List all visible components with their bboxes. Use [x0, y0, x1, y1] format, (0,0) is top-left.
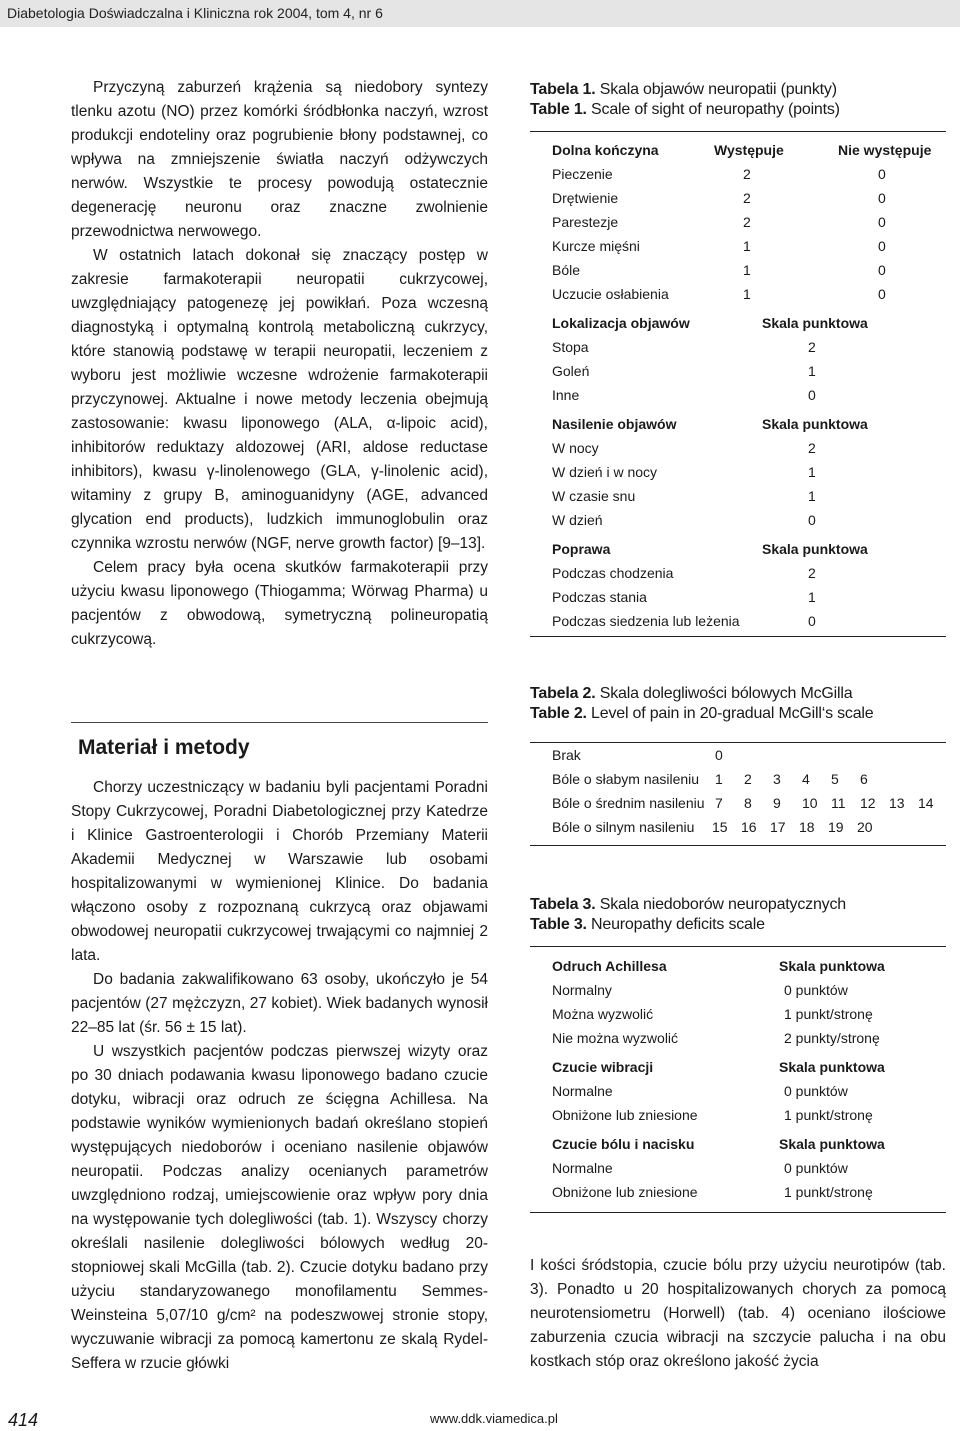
table-cell-value: 2 — [743, 214, 751, 230]
table-cell-value: 13 — [889, 795, 905, 811]
caption-label: Table 1. — [530, 101, 587, 118]
table3-bottom-rule — [530, 1212, 946, 1213]
header-cell: Czucie bólu i nacisku — [552, 1136, 695, 1152]
table-cell-value: 0 — [878, 166, 886, 182]
caption-label: Table 2. — [530, 705, 587, 722]
footer-url[interactable]: www.ddk.viamedica.pl — [430, 1411, 558, 1426]
table2-top-rule — [530, 742, 946, 743]
table-cell-value: 2 — [743, 190, 751, 206]
table-cell-label: Bóle o silnym nasileniu — [552, 819, 695, 835]
table1-caption — [530, 80, 946, 120]
table-cell-label: Drętwienie — [552, 190, 619, 206]
table-cell-value: 1 — [743, 262, 751, 278]
header-cell: Odruch Achillesa — [552, 958, 667, 974]
section-divider — [71, 722, 488, 723]
table-cell-value: 2 — [808, 339, 816, 355]
table-cell-value: 0 punktów — [784, 982, 848, 998]
table-cell-label: Pieczenie — [552, 166, 613, 182]
table-cell-label: Normalne — [552, 1160, 613, 1176]
table3-top-rule — [530, 946, 946, 947]
table-cell-value: 0 — [808, 387, 816, 403]
table-cell-label: Brak — [552, 747, 581, 763]
table-cell-label: Podczas siedzenia lub leżenia — [552, 613, 740, 629]
table-cell-label: Obniżone lub zniesione — [552, 1107, 698, 1123]
table-cell-value: 0 — [808, 512, 816, 528]
table-cell-value: 0 — [878, 238, 886, 254]
page-number: 414 — [8, 1410, 39, 1430]
table-cell-value: 2 punkty/stronę — [784, 1030, 880, 1046]
table1-bottom-rule — [530, 636, 946, 637]
caption-text: Level of pain in 20-gradual McGill‘s scale — [591, 705, 874, 722]
table-cell-value: 0 punktów — [784, 1160, 848, 1176]
table-cell-value: 1 — [808, 589, 816, 605]
header-cell: Skala punktowa — [762, 541, 868, 557]
table-cell-label: W dzień — [552, 512, 603, 528]
table-cell-label: Podczas chodzenia — [552, 565, 674, 581]
right-column-text — [530, 1254, 946, 1374]
header-cell: Skala punktowa — [762, 315, 868, 331]
caption-label: Tabela 2. — [530, 685, 596, 702]
table-cell-value: 18 — [799, 819, 815, 835]
intro-column — [71, 76, 488, 652]
paragraph: Celem pracy była ocena skutków farmakoterapii przy użyciu kwasu liponowego (Thiogamma; Wörwag Pharma) u pacjentów z obwodową, symetryczną polineuropatią cukrzycową. — [71, 559, 488, 648]
table-cell-value: 1 — [808, 488, 816, 504]
table-cell-label: Można wyzwolić — [552, 1006, 654, 1022]
table-cell-value: 14 — [918, 795, 934, 811]
table-cell-value: 20 — [857, 819, 873, 835]
table-cell-label: W nocy — [552, 440, 599, 456]
table-cell-value: 0 — [878, 286, 886, 302]
table-cell-label: Normalny — [552, 982, 612, 998]
table-cell-label: Normalne — [552, 1083, 613, 1099]
paragraph: W ostatnich latach dokonał się znaczący postęp w zakresie farmakoterapii neuropatii cukrzycowej, uwzględniający patogenezę jej powikłań. Poza wczesną diagnostyką i optymalną kontrolą metaboliczną cukrzycy, które stanowią podstawę w terapii neuropatii, leczeniem z wyboru jest możliwie wczesne wdrożenie farmakoterapii przyczynowej. Aktualne i nowe metody leczenia obejmują zastosowanie: kwasu liponowego (ALA, α-lipoic acid), inhibitorów reduktazy aldozowej (ARI, aldose reductase inhibitors), kwasu γ-linolenowego (GLA, γ-linolenic acid), witaminy z grupy B, aminoguanidyny (AGE, advanced glycation end products), ludzkich immunoglobulin oraz czynnika wzrostu nerwów (NGF, nerve growth factor) [9–13]. — [71, 247, 488, 552]
table-cell-label: Uczucie osłabienia — [552, 286, 669, 302]
table-cell-value: 1 — [715, 771, 723, 787]
table-cell-value: 2 — [808, 440, 816, 456]
table-cell-value: 0 punktów — [784, 1083, 848, 1099]
paragraph: Chorzy uczestniczący w badaniu byli pacjentami Poradni Stopy Cukrzycowej, Poradni Diabetologicznej przy Katedrze i Klinice Gastroenterologii i Chorób Przemiany Materii Akademii Medycznej w Warszawie lub osobami hospitalizowanymi w wymienionej Klinice. Do badania włączono osoby z rozpoznaną cukrzycą oraz objawami obwodowej neuropatii cukrzycowej trwającymi co najmniej 2 lata. — [71, 779, 488, 964]
header-cell: Lokalizacja objawów — [552, 315, 690, 331]
table-cell-value: 2 — [743, 166, 751, 182]
table-cell-value: 11 — [831, 795, 846, 811]
section-title: Materiał i metody — [78, 736, 250, 759]
header-cell: Skala punktowa — [779, 1136, 885, 1152]
header-cell: Skala punktowa — [779, 958, 885, 974]
paragraph: U wszystkich pacjentów podczas pierwszej wizyty oraz po 30 dniach podawania kwasu liponowego badano czucie dotyku, wibracji oraz odruch ze ścięgna Achillesa. Na podstawie wyników wymienionych badań określano stopień występujących niedoborów i oceniano nasilenie objawów neuropatii. Podczas analizy ocenianych parametrów uwzględniono rodzaj, umiejscowienie oraz wpływ pory dnia na występowanie tych dolegliwości (tab. 1). Wszyscy chorzy określali nasilenie dolegliwości bólowych według 20-stopniowej skali McGilla (tab. 2). Czucie dotyku badano przy użyciu standaryzowanego monofilamentu Semmes-Weinsteina 5,07/10 g/cm² na podeszwowej stronie stopy, wyczuwanie wibracji za pomocą kamertonu ze skalą Rydel-Seffera w rzucie główki — [71, 1043, 488, 1372]
caption-text: Skala niedoborów neuropatycznych — [599, 896, 846, 913]
table-cell-value: 1 — [808, 464, 816, 480]
table-cell-value: 1 — [808, 363, 816, 379]
table-cell-value: 0 — [808, 613, 816, 629]
table-cell-value: 0 — [715, 747, 723, 763]
table-cell-label: Parestezje — [552, 214, 619, 230]
table-cell-value: 16 — [741, 819, 757, 835]
caption-text: Scale of sight of neuropathy (points) — [591, 101, 840, 118]
table2-caption — [530, 684, 946, 724]
table-cell-value: 0 — [878, 190, 886, 206]
journal-header-text: Diabetologia Doświadczalna i Kliniczna rok 2004, tom 4, nr 6 — [7, 5, 383, 21]
header-cell: Nie występuje — [838, 142, 932, 158]
table-cell-value: 0 — [878, 262, 886, 278]
table-cell-value: 1 punkt/stronę — [784, 1006, 873, 1022]
table-cell-value: 7 — [715, 795, 723, 811]
table-cell-value: 1 — [743, 286, 751, 302]
table-cell-label: W dzień i w nocy — [552, 464, 658, 480]
table-cell-value: 2 — [744, 771, 752, 787]
table-cell-value: 17 — [770, 819, 786, 835]
table-cell-label: W czasie snu — [552, 488, 636, 504]
table-cell-label: Nie można wyzwolić — [552, 1030, 679, 1046]
table3-caption — [530, 895, 946, 935]
table-cell-label: Podczas stania — [552, 589, 647, 605]
table-cell-label: Obniżone lub zniesione — [552, 1184, 698, 1200]
table1-top-rule — [530, 131, 946, 132]
header-cell: Dolna kończyna — [552, 142, 659, 158]
table-cell-label: Kurcze mięśni — [552, 238, 640, 254]
header-cell: Występuje — [714, 142, 784, 158]
journal-header-bar — [0, 0, 960, 27]
table-cell-value: 1 punkt/stronę — [784, 1107, 873, 1123]
table-cell-label: Bóle o słabym nasileniu — [552, 771, 700, 787]
methods-column — [71, 776, 488, 1376]
table-cell-value: 15 — [712, 819, 728, 835]
table-cell-label: Bóle — [552, 262, 581, 278]
table-cell-value: 3 — [773, 771, 781, 787]
table-cell-label: Bóle o średnim nasileniu — [552, 795, 705, 811]
table-cell-label: Stopa — [552, 339, 589, 355]
table-cell-value: 5 — [831, 771, 839, 787]
caption-label: Tabela 3. — [530, 896, 596, 913]
caption-label: Table 3. — [530, 916, 587, 933]
table-cell-value: 12 — [860, 795, 876, 811]
table-cell-value: 9 — [773, 795, 781, 811]
caption-text: Skala dolegliwości bólowych McGilla — [599, 685, 853, 702]
paragraph: Przyczyną zaburzeń krążenia są niedobory syntezy tlenku azotu (NO) przez komórki śródbłonka naczyń, wzrost produkcji endoteliny oraz pogrubienie błony podstawnej, co wpływa na zmniejszenie światła naczyń odżywczych nerwów. Wszystkie te procesy powodują ostatecznie degenerację neuronu oraz znaczne zwolnienie przewodnictwa nerwowego. — [71, 79, 488, 240]
header-cell: Czucie wibracji — [552, 1059, 654, 1075]
table-cell-value: 1 punkt/stronę — [784, 1184, 873, 1200]
header-cell: Skala punktowa — [779, 1059, 885, 1075]
table-cell-value: 4 — [802, 771, 810, 787]
caption-text: Skala objawów neuropatii (punkty) — [599, 81, 837, 98]
header-cell: Nasilenie objawów — [552, 416, 677, 432]
paragraph: Do badania zakwalifikowano 63 osoby, ukończyło je 54 pacjentów (27 mężczyzn, 27 kobiet). Wiek badanych wynosił 22–85 lat (śr. 56 ± 15 lat). — [71, 971, 488, 1036]
table-cell-label: Inne — [552, 387, 580, 403]
table-cell-label: Goleń — [552, 363, 590, 379]
header-cell: Poprawa — [552, 541, 611, 557]
header-cell: Skala punktowa — [762, 416, 868, 432]
paragraph: I kości śródstopia, czucie bólu przy użyciu neurotipów (tab. 3). Ponadto u 20 hospitalizowanych chorych za pomocą neurotensiometru (Horwell) (tab. 4) oceniano ilościowe zaburzenia czucia wibracji na szczycie palucha i na obu kostkach stóp oraz określono jakość życia — [530, 1257, 946, 1370]
table-cell-value: 19 — [828, 819, 844, 835]
table-cell-value: 2 — [808, 565, 816, 581]
caption-text: Neuropathy deficits scale — [591, 916, 765, 933]
table-cell-value: 1 — [743, 238, 751, 254]
table-cell-value: 8 — [744, 795, 752, 811]
table-cell-value: 0 — [878, 214, 886, 230]
table-cell-value: 6 — [860, 771, 868, 787]
table2-bottom-rule — [530, 845, 946, 846]
table-cell-value: 10 — [802, 795, 818, 811]
caption-label: Tabela 1. — [530, 81, 596, 98]
